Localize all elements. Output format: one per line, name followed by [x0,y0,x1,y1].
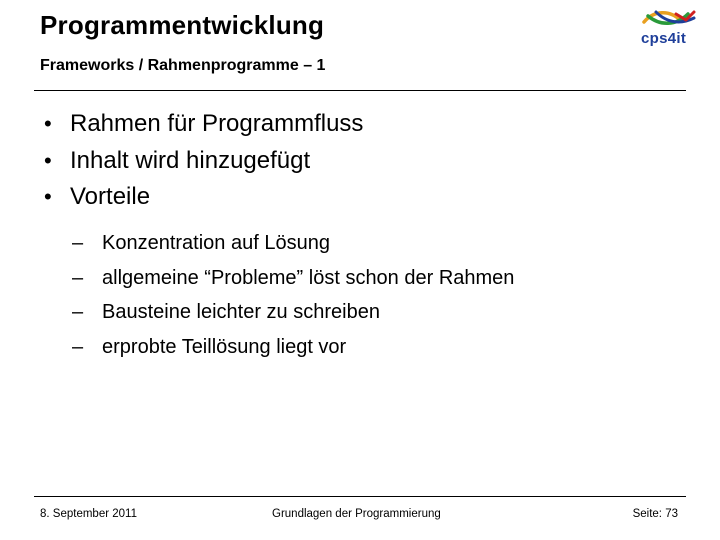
footer-date: 8. September 2011 [40,508,137,520]
bullet-text: Rahmen für Programmfluss [70,110,364,137]
subbullet-list [72,226,514,364]
bullet-mark: • [44,184,52,209]
subbullet-item [72,330,514,365]
bullet-item [44,179,363,216]
slide-subtitle: Frameworks / Rahmenprogramme – 1 [40,57,326,74]
bullet-item [44,143,363,180]
logo-text: cps4it [641,30,687,47]
bullet-list [44,106,363,216]
bullet-mark: • [44,147,52,173]
footer-course-title: Grundlagen der Programmierung [272,508,441,520]
subbullet-mark: – [72,232,84,254]
bullet-item [44,106,363,143]
subbullet-mark: – [72,335,84,358]
subbullet-text: allgemeine “Probleme” löst schon der Rahmen [102,266,515,289]
subbullet-mark: – [72,266,84,289]
subbullet-mark: – [72,301,84,323]
bullet-mark: • [44,111,52,136]
slide-title: Programmentwicklung [40,10,325,40]
bullet-text: Vorteile [70,183,151,210]
footer-page-number: Seite: 73 [632,508,678,520]
subbullet-item [72,295,514,330]
subbullet-item [72,261,514,296]
footer-divider [34,496,686,497]
bullet-text: Inhalt wird hinzugefügt [70,146,311,174]
subbullet-text: erprobte Teillösung liegt vor [102,335,347,358]
subbullet-item [72,226,514,261]
header-divider [34,90,686,91]
subbullet-text: Konzentration auf Lösung [102,232,330,254]
subbullet-text: Bausteine leichter zu schreiben [102,301,380,323]
